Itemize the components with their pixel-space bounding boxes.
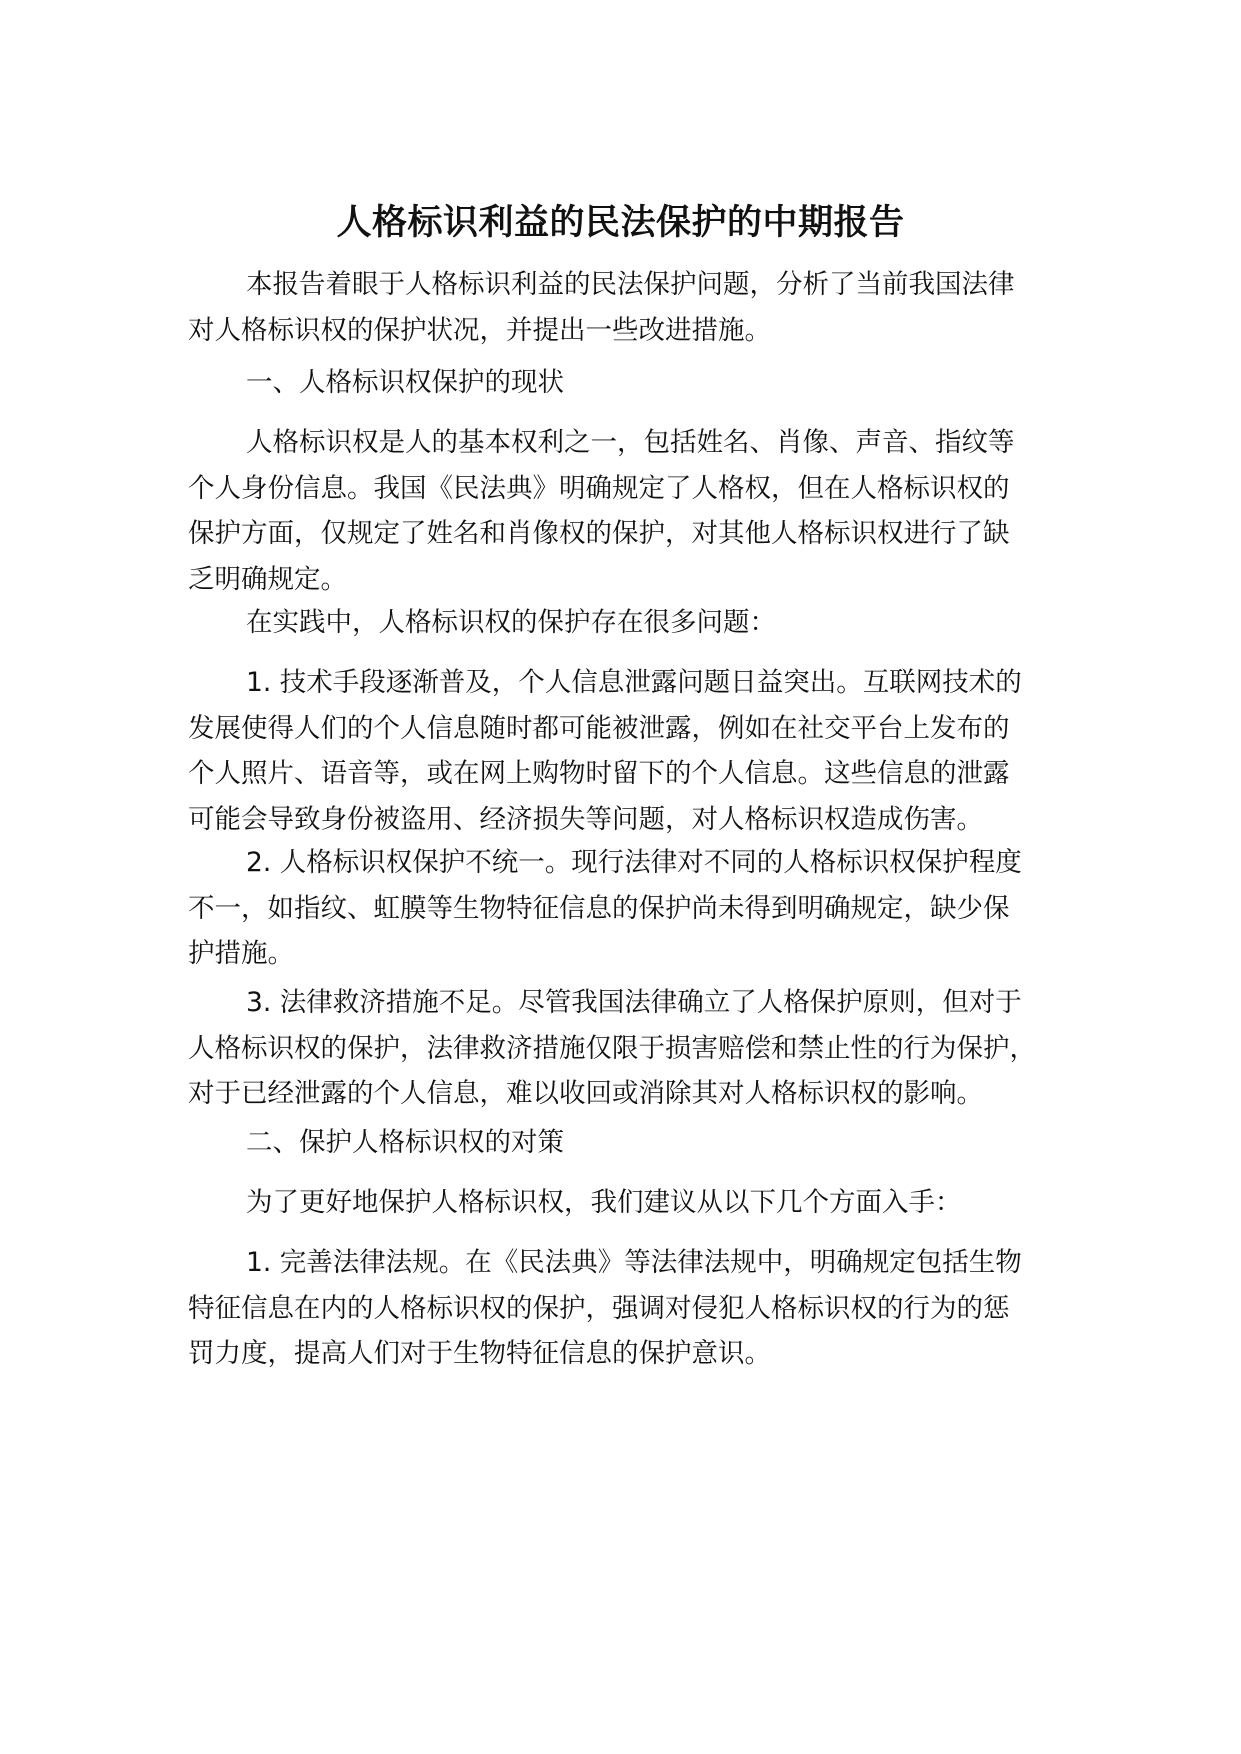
paragraph-suggestion-1 (188, 1240, 1088, 1377)
paragraph-line: 3. 法律救济措施不足。尽管我国法律确立了人格保护原则，但对于 (246, 987, 1022, 1018)
paragraph-line: 对于已经泄露的个人信息，难以收回或消除其对人格标识权的影响。 (188, 1078, 983, 1109)
paragraph-line: 罚力度，提高人们对于生物特征信息的保护意识。 (188, 1338, 771, 1369)
paragraph-line: 乏明确规定。 (188, 563, 347, 595)
document-title: 人格标识利益的民法保护的中期报告 (336, 203, 905, 244)
paragraph-line: 为了更好地保护人格标识权，我们建议从以下几个方面入手： (246, 1187, 962, 1218)
paragraph-line: 1. 完善法律法规。在《民法典》等法律法规中，明确规定包括生物 (246, 1247, 1022, 1278)
paragraph-line: 发展使得人们的个人信息随时都可能被泄露，例如在社交平台上发布的 (188, 712, 1010, 744)
paragraph-line: 个人照片、语音等，或在网上购物时留下的个人信息。这些信息的泄露 (188, 758, 1010, 789)
paragraph-line: 人格标识权是人的基本权利之一，包括姓名、肖像、声音、指纹等 (246, 427, 1015, 458)
paragraph-line: 对人格标识权的保护状况，并提出一些改进措施。 (188, 314, 771, 346)
section-heading-current-status (188, 360, 1088, 406)
paragraph-line: 2. 人格标识权保护不统一。现行法律对不同的人格标识权保护程度 (246, 847, 1022, 878)
paragraph-line: 可能会导致身份被盗用、经济损失等问题，对人格标识权造成伤害。 (188, 803, 983, 835)
paragraph-line: 护措施。 (188, 938, 294, 969)
paragraph-line: 不一，如指纹、虹膜等生物特征信息的保护尚未得到明确规定，缺少保 (188, 892, 1010, 924)
paragraph-problem-1 (188, 660, 1088, 842)
paragraph-line: 二、保护人格标识权的对策 (246, 1127, 564, 1158)
paragraph-line: 人格标识权的保护，法律救济措施仅限于损害赔偿和禁止性的行为保护， (188, 1032, 1036, 1064)
paragraph-line: 个人身份信息。我国《民法典》明确规定了人格权，但在人格标识权的 (188, 472, 1010, 504)
paragraph-suggestion-intro (188, 1180, 1088, 1226)
paragraph-line: 特征信息在内的人格标识权的保护，强调对侵犯人格标识权的行为的惩 (188, 1292, 1010, 1324)
paragraph-practice-problems (188, 600, 1088, 646)
paragraph-line: 一、人格标识权保护的现状 (246, 367, 564, 398)
paragraph-line: 保护方面，仅规定了姓名和肖像权的保护，对其他人格标识权进行了缺 (188, 518, 1010, 549)
paragraph-intro (188, 262, 1088, 353)
section-heading-countermeasures (188, 1120, 1088, 1166)
paragraph-line: 本报告着眼于人格标识利益的民法保护问题，分析了当前我国法律 (246, 269, 1015, 300)
paragraph-definition (188, 420, 1088, 602)
paragraph-problem-2 (188, 840, 1088, 977)
paragraph-line: 在实践中，人格标识权的保护存在很多问题： (246, 607, 776, 638)
paragraph-problem-3 (188, 980, 1088, 1117)
paragraph-line: 1. 技术手段逐渐普及，个人信息泄露问题日益突出。互联网技术的 (246, 667, 1022, 698)
